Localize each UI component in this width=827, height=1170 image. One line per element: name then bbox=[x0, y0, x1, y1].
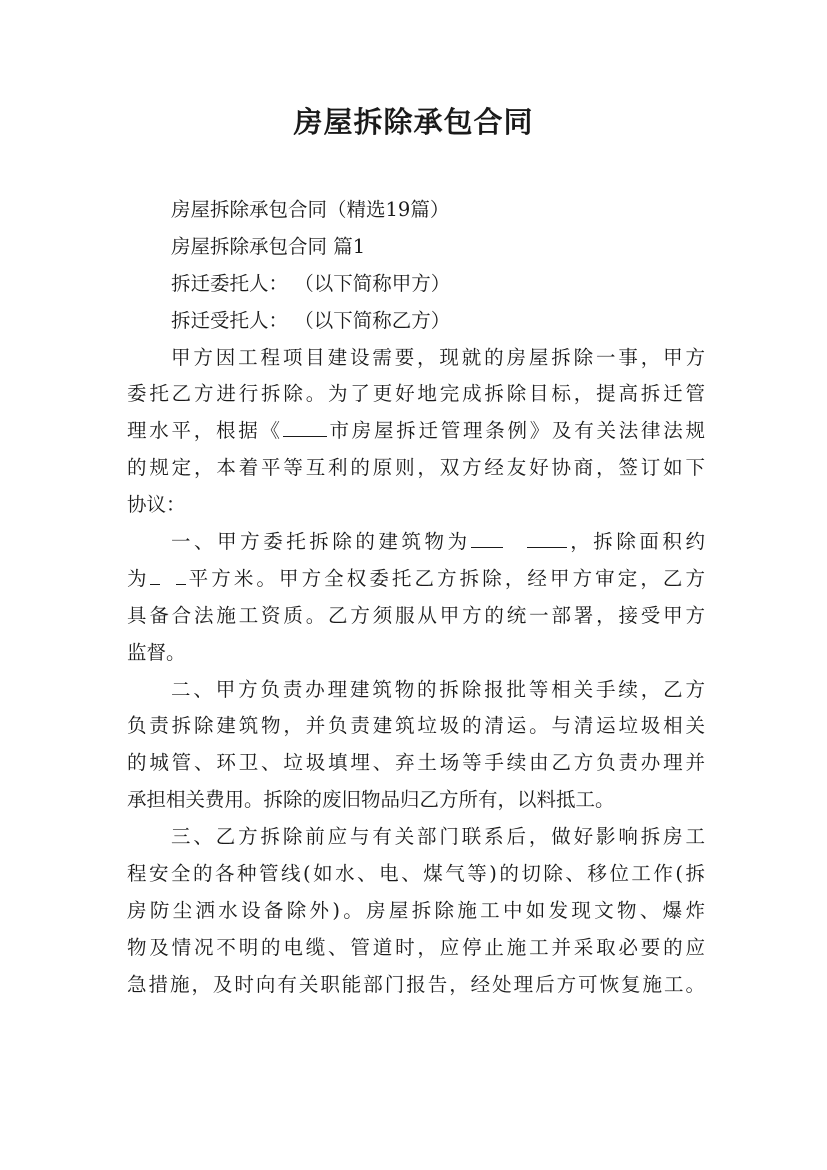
paragraph-line: 承担相关费用。拆除的废旧物品归乙方所有，以料抵工。 bbox=[127, 788, 615, 812]
paragraph-line: 拆迁委托人： （以下简称甲方） bbox=[171, 271, 451, 295]
paragraph-line: 协议： bbox=[127, 493, 186, 517]
paragraph-line: 房屋拆除承包合同 篇1 bbox=[171, 234, 366, 258]
page-title: 房屋拆除承包合同 bbox=[293, 105, 534, 139]
paragraph-line: 的规定，本着平等互利的原则，双方经友好协商，签订如下 bbox=[127, 456, 705, 480]
paragraph-line: 委托乙方进行拆除。为了更好地完成拆除目标，提高拆迁管 bbox=[127, 382, 705, 406]
paragraph-line bbox=[127, 561, 705, 598]
paragraph-text: 为 bbox=[127, 566, 150, 590]
paragraph-line: 甲方因工程项目建设需要，现就的房屋拆除一事，甲方 bbox=[171, 345, 705, 369]
paragraph-line: 的城管、环卫、垃圾填埋、弃土场等手续由乙方负责办理并 bbox=[127, 751, 705, 775]
paragraph-text: 市房屋拆迁管理条例》及有关法律法规 bbox=[326, 419, 705, 443]
fill-blank bbox=[176, 566, 186, 585]
paragraph-line: 具备合法施工资质。乙方须服从甲方的统一部署，接受甲方 bbox=[127, 603, 705, 627]
fill-blank bbox=[150, 566, 160, 585]
paragraph-text: 理水平，根据《 bbox=[127, 419, 283, 443]
paragraph-text: 一、甲方委托拆除的建筑物为 bbox=[171, 530, 471, 554]
document-body bbox=[127, 192, 705, 1004]
paragraph-line bbox=[127, 413, 705, 450]
paragraph-line bbox=[127, 524, 705, 561]
fill-blank bbox=[527, 529, 567, 548]
paragraph-line: 房屋拆除承包合同（精选19篇） bbox=[171, 198, 450, 221]
paragraph-line: 急措施，及时向有关职能部门报告，经处理后方可恢复施工。 bbox=[127, 972, 705, 996]
paragraph-line: 拆迁受托人： （以下简称乙方） bbox=[171, 308, 451, 332]
paragraph-line: 房防尘洒水设备除外)。房屋拆除施工中如发现文物、爆炸 bbox=[127, 898, 705, 922]
fill-blank bbox=[471, 529, 503, 548]
paragraph-line: 负责拆除建筑物，并负责建筑垃圾的清运。与清运垃圾相关 bbox=[127, 714, 705, 738]
paragraph-line: 二、甲方负责办理建筑物的拆除报批等相关手续，乙方 bbox=[171, 677, 705, 701]
paragraph-line: 监督。 bbox=[127, 640, 186, 664]
paragraph-line: 物及情况不明的电缆、管道时，应停止施工并采取必要的应 bbox=[127, 935, 705, 959]
paragraph-text: 平方米。甲方全权委托乙方拆除，经甲方审定，乙方 bbox=[185, 566, 705, 590]
fill-blank bbox=[283, 418, 327, 437]
paragraph-line: 三、乙方拆除前应与有关部门联系后，做好影响拆房工 bbox=[171, 825, 705, 849]
paragraph-text: ，拆除面积约 bbox=[566, 530, 705, 554]
paragraph-line: 程安全的各种管线(如水、电、煤气等)的切除、移位工作(拆 bbox=[127, 862, 705, 886]
